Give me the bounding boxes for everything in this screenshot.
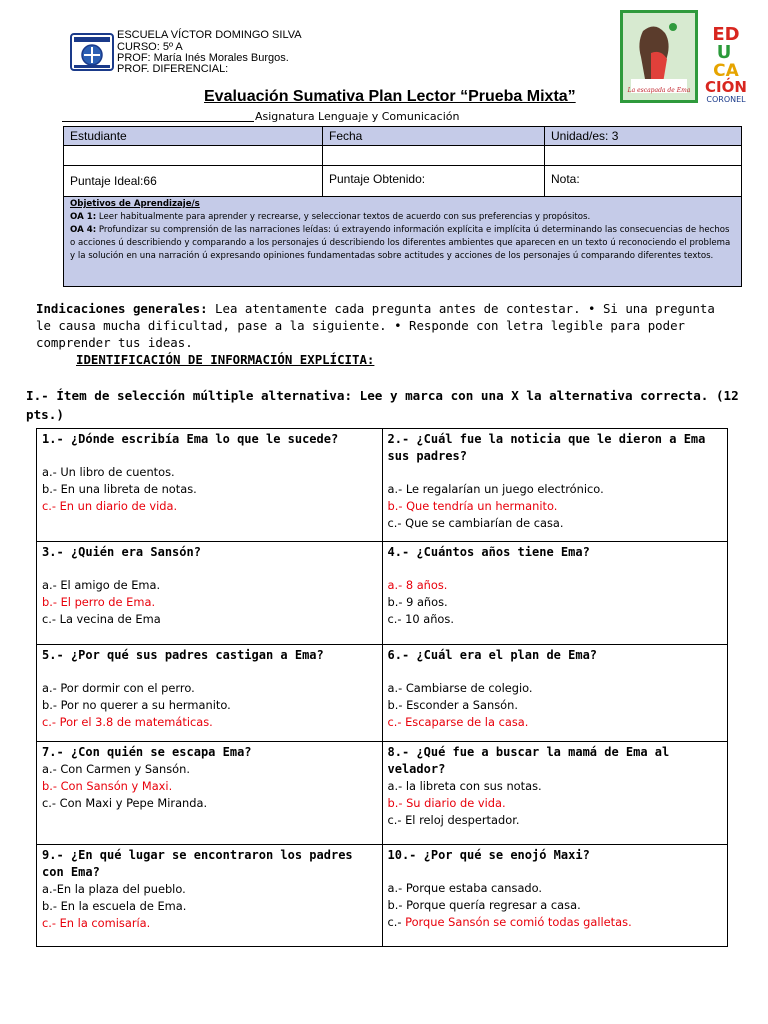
unit-field	[545, 146, 742, 166]
option-c[interactable]: c.- Con Maxi y Pepe Miranda.	[42, 796, 208, 810]
section-title: IDENTIFICACIÓN DE INFORMACIÓN EXPLÍCITA:	[76, 352, 375, 367]
option-c[interactable]: c.- Que se cambiarían de casa.	[387, 516, 564, 530]
option-a[interactable]: a.- Con Carmen y Sansón.	[42, 762, 190, 776]
question-cell	[382, 542, 728, 645]
info-table	[63, 126, 742, 198]
teacher: PROF: María Inés Morales Burgos.	[117, 52, 289, 64]
svg-text:CORONEL: CORONEL	[706, 95, 746, 104]
question-text: 9.- ¿En qué lugar se encontraron los padres con Ema?	[42, 848, 353, 879]
question-text: 6.- ¿Cuál era el plan de Ema?	[387, 648, 598, 662]
page-title: Evaluación Sumativa Plan Lector “Prueba Mixta”	[204, 88, 576, 105]
option-c-correct[interactable]: c.- Por el 3.8 de matemáticas.	[42, 715, 213, 729]
question-text: 7.- ¿Con quién se escapa Ema?	[42, 745, 252, 759]
education-logo-label	[0, 0, 1, 1]
option-a[interactable]: a.-En la plaza del pueblo.	[42, 882, 186, 896]
option-c-correct[interactable]: c.- Escaparse de la casa.	[387, 715, 529, 729]
option-a-correct[interactable]: a.- 8 años.	[387, 578, 448, 592]
objective-oa4: OA 4: Profundizar su comprensión de las narraciones leídas: ú extrayendo información explícita e implícita ú determinando las consecuencias de hechos o acciones ú describiendo y comparando a los personajes ú describiendo los diferentes ambientes que aparecen en un texto ú reconociendo el problema y la solución en una narración ú expresando opiniones fundamentadas sobre actitudes y acciones de los personajes ú comparando diferentes textos.	[70, 225, 731, 261]
question-cell	[382, 845, 728, 947]
book-title: La escapada de Ema	[627, 87, 691, 94]
option-a[interactable]: a.- Cambiarse de colegio.	[387, 681, 533, 695]
svg-text:U: U	[716, 42, 732, 63]
question-cell	[37, 742, 383, 845]
question-cell	[37, 429, 383, 542]
subject: Asignatura Lenguaje y Comunicación	[255, 110, 460, 123]
item-instructions: I.- Ítem de selección múltiple alternativa: Lee y marca con una X la alternativa correcta. (12 pts.)	[26, 388, 739, 422]
objectives-box	[63, 196, 742, 287]
objectives-title: Objetivos de Aprendizaje/s	[70, 199, 200, 209]
question-text: 5.- ¿Por qué sus padres castigan a Ema?	[42, 648, 324, 662]
svg-text:CA: CA	[713, 61, 739, 81]
option-a[interactable]: a.- Le regalarían un juego electrónico.	[387, 482, 604, 496]
questions-table	[36, 428, 728, 947]
question-cell	[382, 429, 728, 542]
name-blank-line	[62, 121, 254, 122]
option-a[interactable]: a.- Porque estaba cansado.	[387, 881, 543, 895]
ideal-score: Puntaje Ideal:66	[64, 166, 323, 198]
option-b[interactable]: b.- 9 años.	[387, 595, 448, 609]
question-text: 3.- ¿Quién era Sansón?	[42, 545, 201, 559]
question-text: 1.- ¿Dónde escribía Ema lo que le sucede?	[42, 432, 339, 446]
option-b[interactable]: b.- Esconder a Sansón.	[387, 698, 518, 712]
general-indications: Indicaciones generales: Lea atentamente cada pregunta antes de contestar. • Si una pregunta le causa mucha dificultad, pase a la siguiente. • Responde con letra legible para poder comprender tus ideas.	[36, 301, 715, 350]
option-b-correct[interactable]: b.- Que tendría un hermanito.	[387, 499, 558, 513]
grade[interactable]: Nota:	[545, 166, 742, 198]
question-cell	[382, 742, 728, 845]
option-c[interactable]: c.- La vecina de Ema	[42, 612, 161, 626]
svg-text:CIÓN: CIÓN	[705, 78, 747, 96]
question-text: 8.- ¿Qué fue a buscar la mamá de Ema al velador?	[387, 745, 670, 776]
option-a[interactable]: a.- El amigo de Ema.	[42, 578, 161, 592]
question-text: 2.- ¿Cuál fue la noticia que le dieron a Ema sus padres?	[387, 432, 706, 463]
option-b-correct[interactable]: b.- Su diario de vida.	[387, 796, 506, 810]
student-label: Estudiante	[64, 127, 323, 146]
course: CURSO: 5º A	[117, 41, 183, 53]
question-cell	[37, 542, 383, 645]
unit-label: Unidad/es: 3	[545, 127, 742, 146]
option-b[interactable]: b.- En una libreta de notas.	[42, 482, 197, 496]
date-label: Fecha	[323, 127, 545, 146]
option-c[interactable]: c.- El reloj despertador.	[387, 813, 520, 827]
option-a[interactable]: a.- Por dormir con el perro.	[42, 681, 195, 695]
option-b-correct[interactable]: b.- Con Sansón y Maxi.	[42, 779, 173, 793]
option-a[interactable]: a.- Un libro de cuentos.	[42, 465, 175, 479]
question-cell	[37, 645, 383, 742]
question-text: 4.- ¿Cuántos años tiene Ema?	[387, 545, 590, 559]
option-b[interactable]: b.- Porque quería regresar a casa.	[387, 898, 581, 912]
school-logo	[70, 33, 114, 71]
objective-oa1: OA 1: Leer habitualmente para aprender y recrearse, y seleccionar textos de acuerdo con sus preferencias y propósitos.	[70, 212, 591, 222]
student-field[interactable]	[64, 146, 323, 166]
svg-text:ED: ED	[712, 24, 740, 45]
option-b[interactable]: b.- Por no querer a su hermanito.	[42, 698, 231, 712]
book-cover	[620, 10, 698, 103]
date-field[interactable]	[323, 146, 545, 166]
obtained-score[interactable]: Puntaje Obtenido:	[323, 166, 545, 198]
differential-teacher: PROF. DIFERENCIAL:	[117, 63, 229, 75]
question-cell	[382, 645, 728, 742]
option-c-correct[interactable]: c.- En un diario de vida.	[42, 499, 178, 513]
option-c-correct[interactable]: c.- En la comisaría.	[42, 916, 151, 930]
question-text: 10.- ¿Por qué se enojó Maxi?	[387, 848, 590, 862]
option-b[interactable]: b.- En la escuela de Ema.	[42, 899, 187, 913]
school-name: ESCUELA VÍCTOR DOMINGO SILVA	[117, 29, 302, 41]
option-a[interactable]: a.- la libreta con sus notas.	[387, 779, 542, 793]
option-c[interactable]: c.- 10 años.	[387, 612, 454, 626]
option-b-correct[interactable]: b.- El perro de Ema.	[42, 595, 156, 609]
education-logo	[702, 18, 750, 104]
question-cell	[37, 845, 383, 947]
option-c-correct[interactable]: c.- Porque Sansón se comió todas galletas.	[387, 915, 632, 929]
